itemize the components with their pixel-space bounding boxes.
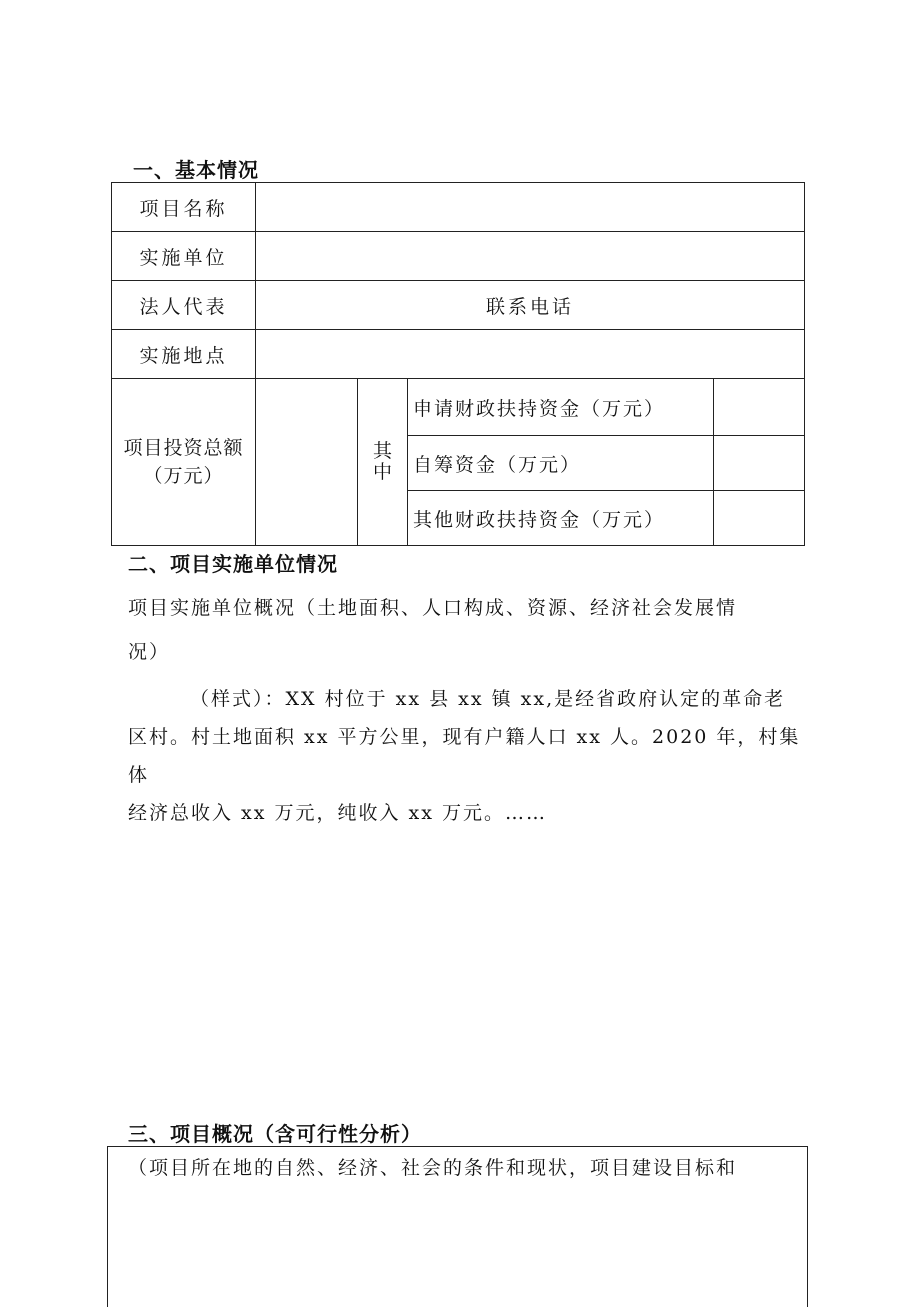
fund-self-value[interactable]	[714, 436, 805, 491]
section2-sample	[128, 680, 804, 832]
contact-phone-label: 联系电话	[256, 281, 805, 330]
sample-line-2: 区村。村土地面积 xx 平方公里，现有户籍人口 xx 人。2020 年，村集体	[128, 726, 801, 786]
legal-rep-label: 法人代表	[112, 281, 256, 330]
intro-line-1: 项目实施单位概况（土地面积、人口构成、资源、经济社会发展情	[128, 597, 738, 619]
total-investment-title: 项目投资总额	[123, 437, 244, 459]
impl-location-value[interactable]	[256, 330, 805, 379]
table-row	[112, 379, 805, 436]
total-investment-value[interactable]	[256, 379, 358, 546]
basic-info-table	[111, 182, 805, 546]
table-row	[112, 183, 805, 232]
total-investment-unit: （万元）	[143, 465, 224, 487]
sample-line-3: 经济总收入 xx 万元，纯收入 xx 万元。……	[128, 802, 548, 824]
table-row	[112, 330, 805, 379]
table-row	[112, 232, 805, 281]
impl-unit-value[interactable]	[256, 232, 805, 281]
intro-line-2: 况）	[128, 641, 171, 663]
impl-unit-label: 实施单位	[112, 232, 256, 281]
section3-heading: 三、项目概况（含可行性分析）	[128, 1122, 422, 1146]
section3-text: （项目所在地的自然、经济、社会的条件和现状，项目建设目标和	[128, 1157, 738, 1179]
section2-heading: 二、项目实施单位情况	[128, 552, 338, 576]
of-which-char-1: 其	[372, 440, 392, 462]
table-row	[112, 281, 805, 330]
section2-intro	[128, 586, 804, 674]
project-name-label: 项目名称	[112, 183, 256, 232]
section1-heading: 一、基本情况	[133, 158, 259, 182]
project-name-value[interactable]	[256, 183, 805, 232]
impl-location-label: 实施地点	[112, 330, 256, 379]
of-which-char-2: 中	[372, 461, 392, 483]
fund-other-label: 其他财政扶持资金（万元）	[408, 491, 714, 546]
fund-gov-label: 申请财政扶持资金（万元）	[408, 379, 714, 436]
of-which-label	[358, 379, 408, 546]
fund-self-label: 自筹资金（万元）	[408, 436, 714, 491]
total-investment-label	[112, 379, 256, 546]
fund-gov-value[interactable]	[714, 379, 805, 436]
fund-other-value[interactable]	[714, 491, 805, 546]
sample-line-1: （样式）：XX 村位于 xx 县 xx 镇 xx,是经省政府认定的革命老	[190, 688, 786, 710]
